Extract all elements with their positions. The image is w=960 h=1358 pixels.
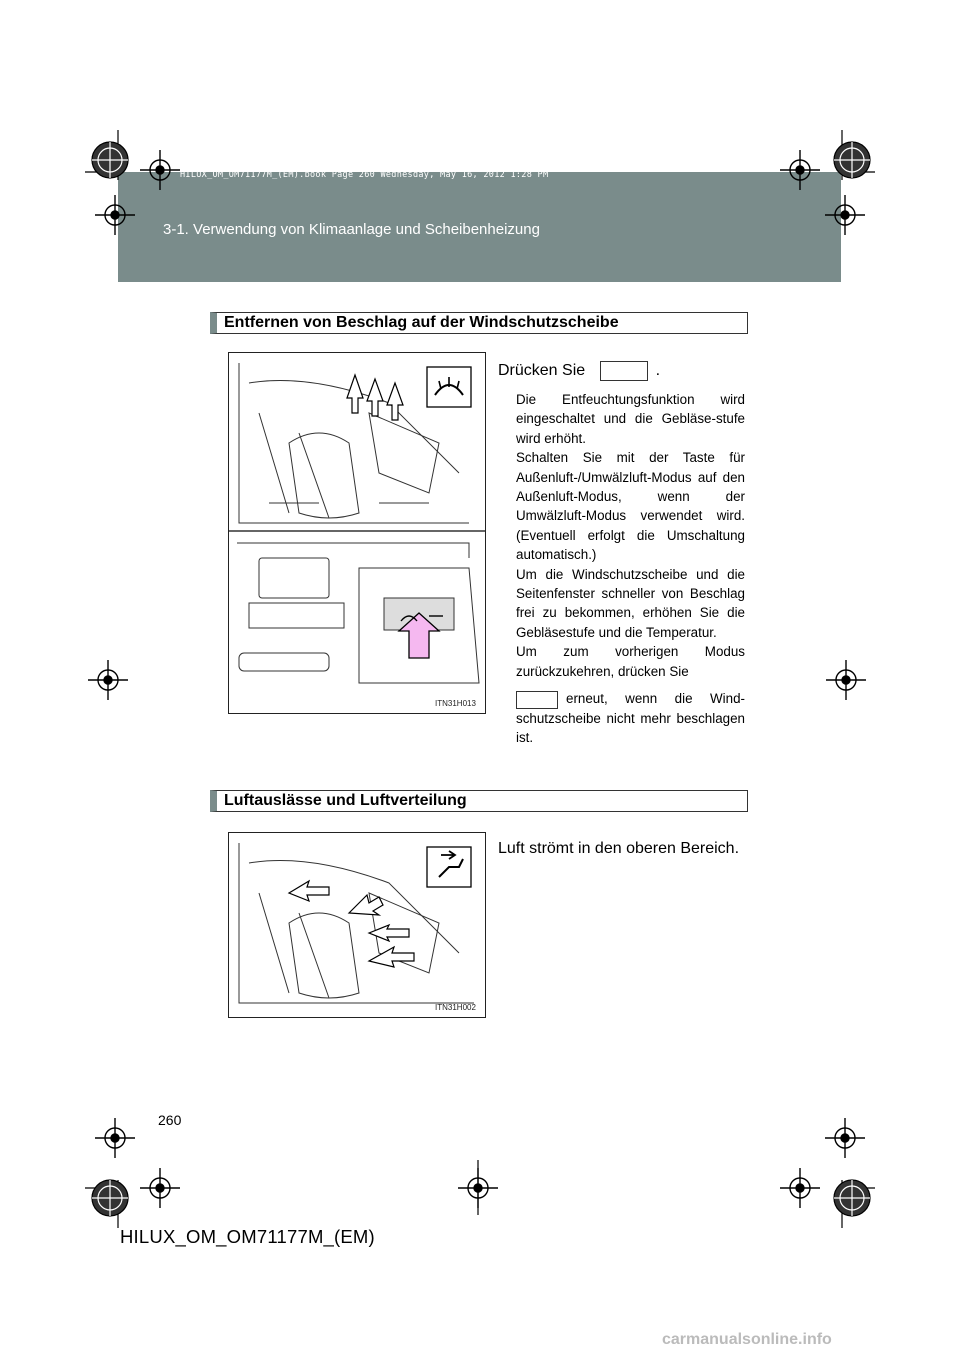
registration-mark-icon	[780, 1168, 820, 1208]
registration-mark-icon	[825, 1118, 865, 1158]
defroster-button-chip	[516, 691, 558, 709]
paragraph-4: Um zum vorherigen Modus zurückzukehren, drücken Sie	[516, 644, 745, 679]
instruction-period: .	[655, 362, 661, 379]
registration-mark-icon	[95, 195, 135, 235]
registration-target-icon	[830, 138, 874, 182]
registration-target-icon	[88, 1176, 132, 1220]
instruction-text: Drücken Sie	[498, 362, 586, 379]
page-number: 260	[158, 1112, 182, 1128]
registration-mark-icon	[825, 195, 865, 235]
paragraph-4-cont	[516, 689, 745, 747]
figure-code: ITN31H002	[435, 1003, 476, 1012]
watermark: carmanualsonline.info	[662, 1331, 832, 1348]
registration-target-icon	[830, 1176, 874, 1220]
section-title-vents: Luftauslässe und Luftverteilung	[210, 790, 748, 812]
registration-mark-icon	[458, 1168, 498, 1208]
registration-mark-icon	[780, 150, 820, 190]
book-info-line: HILUX_OM_OM71177M_(EM).book Page 260 Wednesday, May 16, 2012 1:28 PM	[180, 170, 549, 180]
figure-code: ITN31H013	[435, 699, 476, 708]
paragraph-3: Um die Windschutzscheibe und die Seitenfenster schneller von Beschlag frei zu bekommen, erhöhen Sie die Gebläsestufe und die Temperatur.	[516, 566, 745, 640]
section-title-defog: Entfernen von Beschlag auf der Windschutzscheibe	[210, 312, 748, 334]
paragraph-2: Schalten Sie mit der Taste für Außenluft-/Umwälzluft-Modus auf den Außenluft-Modus, wenn der Umwälzluft-Modus verwendet wird. (Eventuell erfolgt die Umschaltung automatisch.)	[516, 450, 745, 563]
paragraph-1: Die Entfeuchtungsfunktion wird eingeschaltet und die Gebläse-stufe wird erhöht.	[516, 392, 745, 446]
registration-mark-icon	[826, 660, 866, 700]
registration-target-icon	[88, 138, 132, 182]
face-vent-icon	[427, 847, 471, 887]
car-interior-illustration	[229, 353, 485, 713]
registration-mark-icon	[140, 150, 180, 190]
defroster-button-chip	[600, 361, 648, 381]
instruction-line	[498, 358, 660, 384]
car-interior-vent-illustration	[229, 833, 485, 1017]
figure-vents	[228, 832, 486, 1018]
registration-mark-icon	[95, 1118, 135, 1158]
footer-doc-id: HILUX_OM_OM71177M_(EM)	[120, 1226, 375, 1247]
figure-defog	[228, 352, 486, 714]
section-header: 3-1. Verwendung von Klimaanlage und Scheibenheizung	[163, 221, 540, 238]
registration-mark-icon	[140, 1168, 180, 1208]
defroster-icon	[427, 367, 471, 407]
defog-description	[516, 390, 745, 747]
vent-description: Luft strömt in den oberen Bereich.	[498, 840, 740, 857]
return-text: erneut, wenn die Wind-schutzscheibe nicht mehr beschlagen ist.	[516, 691, 745, 745]
registration-mark-icon	[88, 660, 128, 700]
